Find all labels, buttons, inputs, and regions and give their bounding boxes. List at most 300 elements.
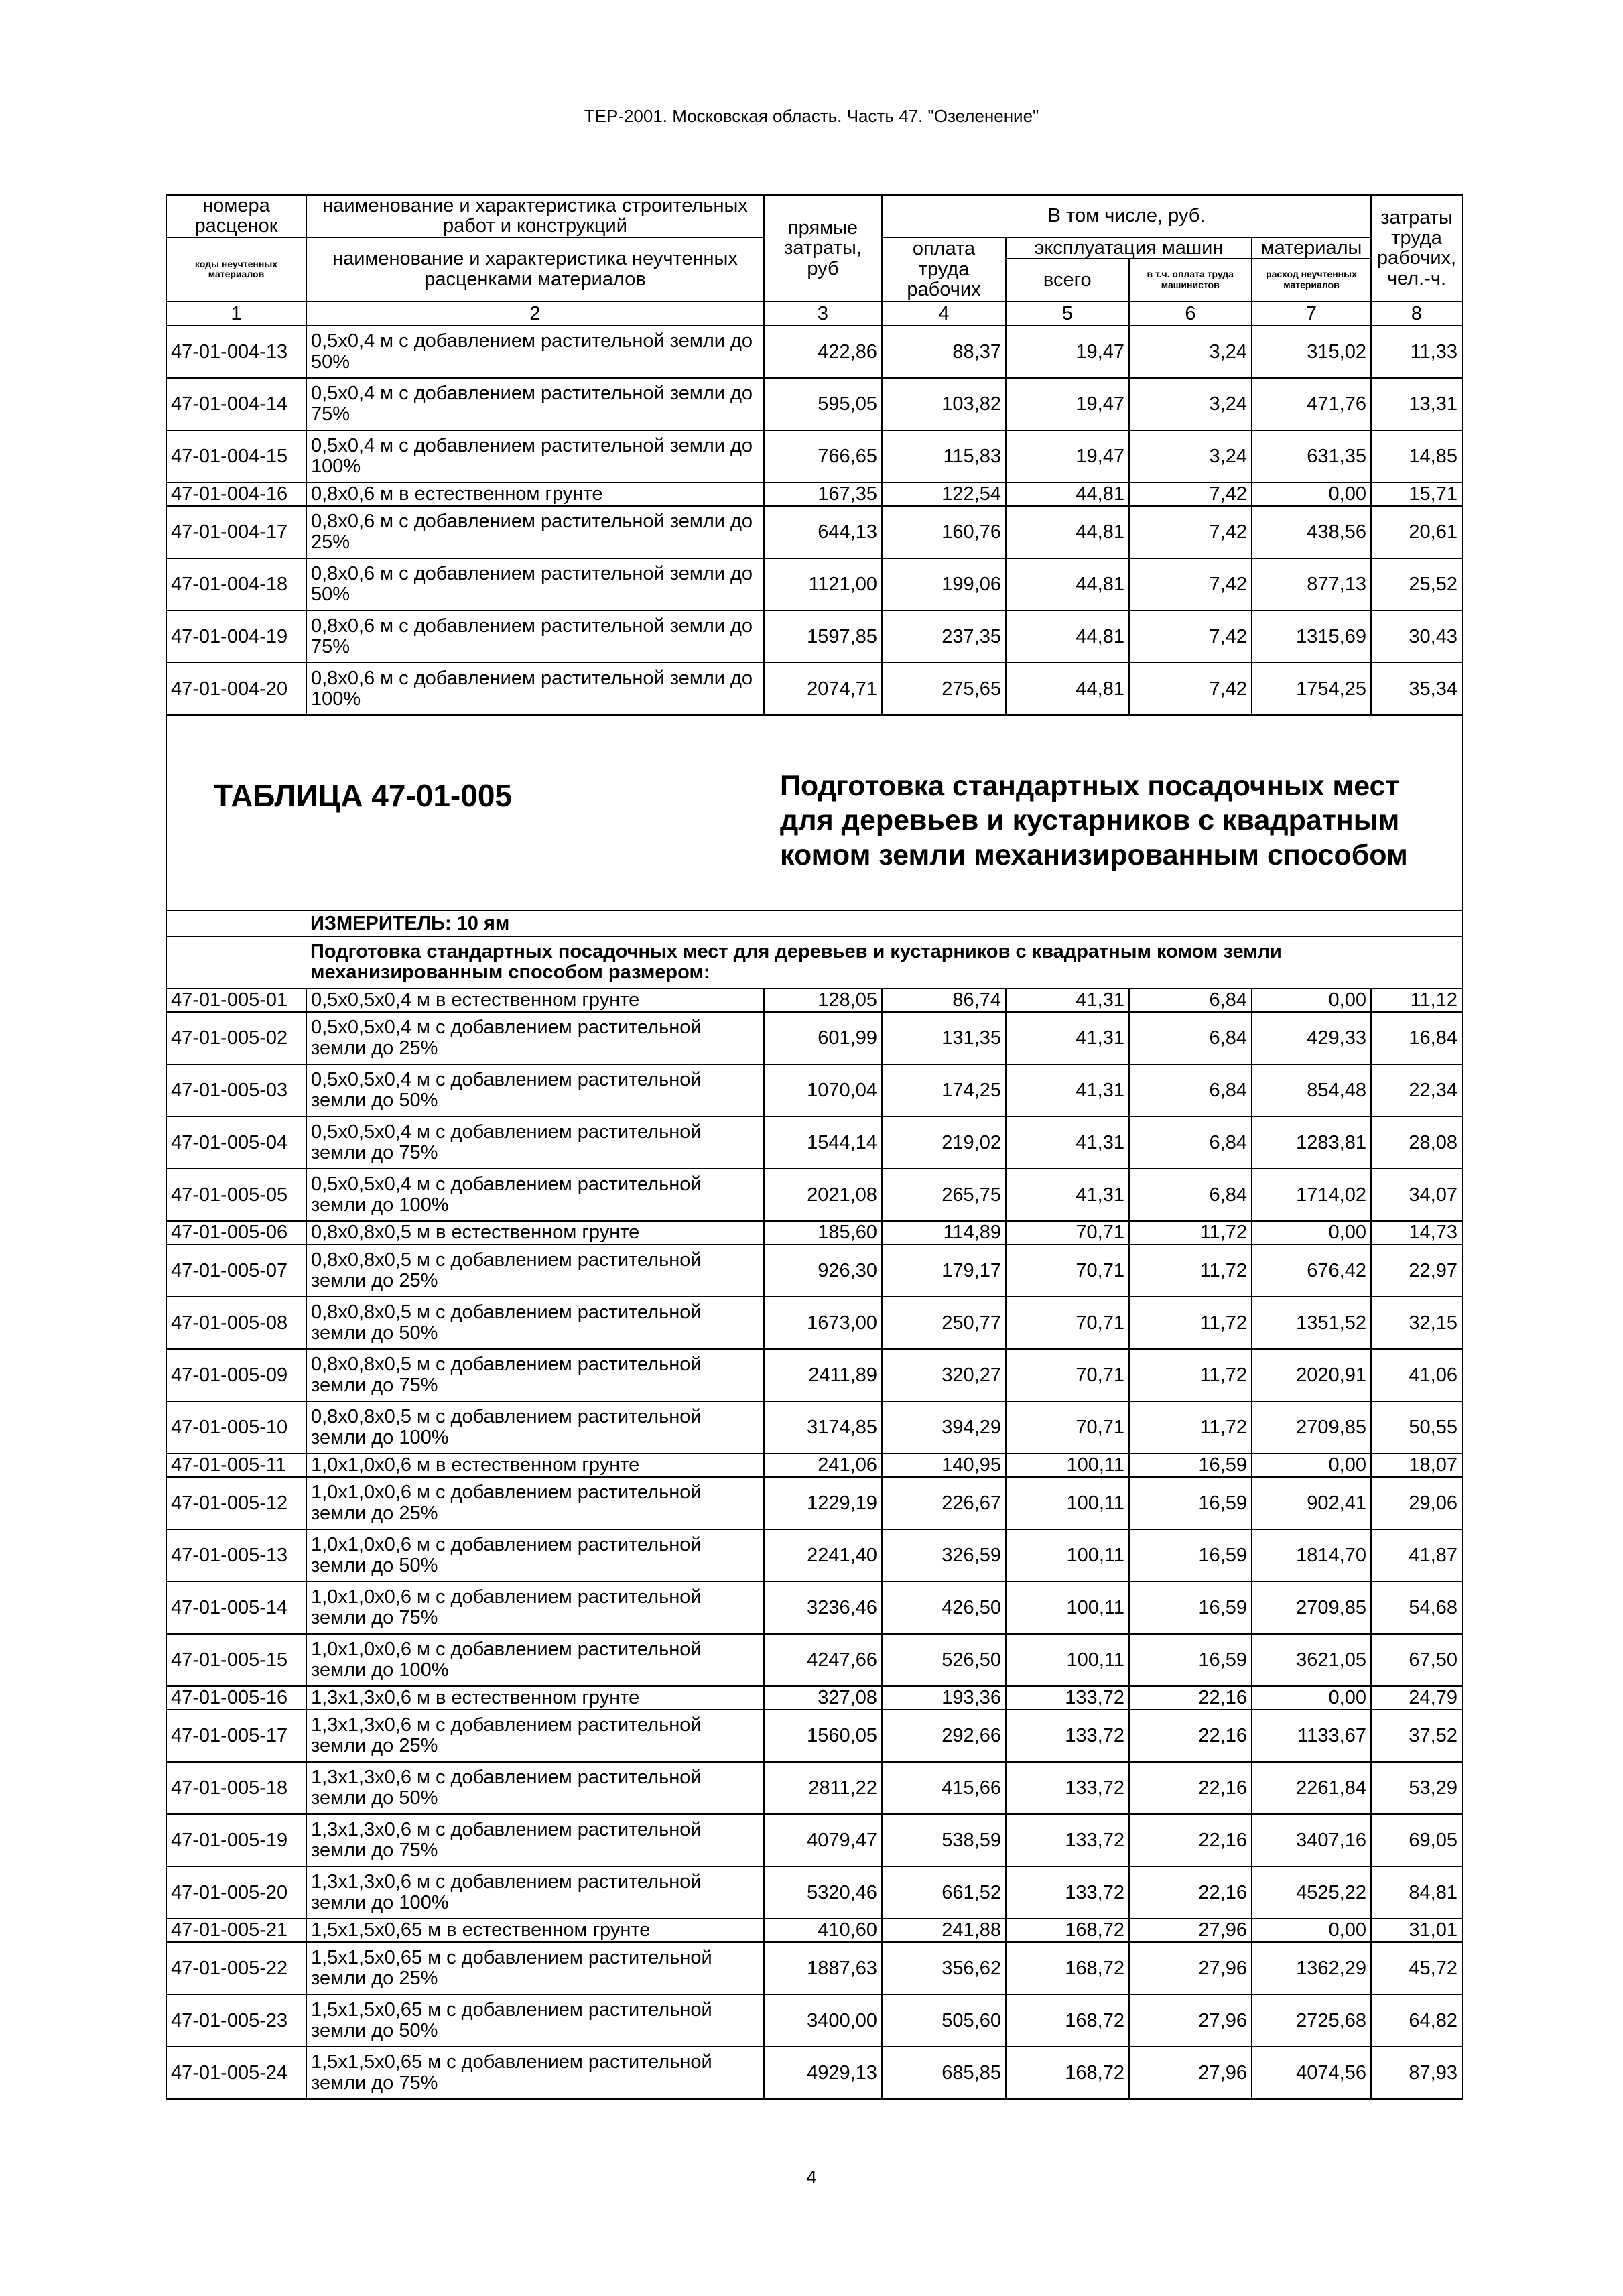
labor-hours: 22,34	[1371, 1064, 1462, 1117]
labor-cost: 114,89	[882, 1221, 1006, 1245]
header-codes	[166, 195, 306, 237]
table-row	[166, 1012, 1462, 1064]
labor-hours: 45,72	[1371, 1942, 1462, 1994]
measure-unit: ИЗМЕРИТЕЛЬ: 10 ям	[306, 911, 1462, 936]
direct-cost: 327,08	[764, 1686, 882, 1710]
page-title: ТЕР-2001. Московская область. Часть 47. "Озеленение"	[584, 106, 1039, 126]
direct-cost: 595,05	[764, 378, 882, 430]
materials-cost: 0,00	[1252, 483, 1371, 506]
direct-cost: 4079,47	[764, 1814, 882, 1866]
labor-cost: 320,27	[882, 1349, 1006, 1401]
materials-cost: 2709,85	[1252, 1582, 1371, 1634]
machine-labor-cost: 27,96	[1129, 1994, 1252, 2047]
materials-cost: 438,56	[1252, 506, 1371, 558]
table-row	[166, 1221, 1462, 1245]
work-name: 1,0х1,0х0,6 м с добавлением растительной земли до 100%	[306, 1634, 764, 1686]
machine-labor-cost: 22,16	[1129, 1762, 1252, 1814]
table-row	[166, 2047, 1462, 2099]
work-name: 0,5х0,5х0,4 м с добавлением растительной земли до 100%	[306, 1169, 764, 1221]
machine-cost: 100,11	[1006, 1634, 1129, 1686]
rate-code: 47-01-004-14	[166, 378, 306, 430]
labor-cost: 241,88	[882, 1919, 1006, 1942]
col-num: 1	[166, 302, 306, 326]
work-name: 0,8х0,6 м с добавлением растительной земли до 50%	[306, 558, 764, 611]
header-labor: оплата труда рабочих	[882, 237, 1006, 302]
work-name: 1,0х1,0х0,6 м в естественном грунте	[306, 1454, 764, 1477]
materials-cost: 2709,85	[1252, 1401, 1371, 1454]
machine-labor-cost: 6,84	[1129, 1012, 1252, 1064]
labor-cost: 140,95	[882, 1454, 1006, 1477]
labor-cost: 160,76	[882, 506, 1006, 558]
materials-cost: 676,42	[1252, 1245, 1371, 1297]
col-num: 7	[1252, 302, 1371, 326]
work-name: 1,5х1,5х0,65 м в естественном грунте	[306, 1919, 764, 1942]
work-name: 0,5х0,4 м с добавлением растительной земли до 100%	[306, 430, 764, 483]
work-name: 0,5х0,5х0,4 м в естественном грунте	[306, 988, 764, 1012]
header-codes-sub: коды неучтенных материалов	[166, 237, 306, 302]
direct-cost: 410,60	[764, 1919, 882, 1942]
machine-labor-cost: 16,59	[1129, 1582, 1252, 1634]
machine-cost: 44,81	[1006, 483, 1129, 506]
machine-cost: 19,47	[1006, 378, 1129, 430]
labor-hours: 84,81	[1371, 1866, 1462, 1919]
labor-cost: 250,77	[882, 1297, 1006, 1349]
header-machines-total: всего	[1007, 259, 1130, 301]
work-name: 0,5х0,5х0,4 м с добавлением растительной земли до 25%	[306, 1012, 764, 1064]
direct-cost: 167,35	[764, 483, 882, 506]
direct-cost: 128,05	[764, 988, 882, 1012]
rate-code: 47-01-004-19	[166, 611, 306, 663]
rate-code: 47-01-005-01	[166, 988, 306, 1012]
labor-hours: 22,97	[1371, 1245, 1462, 1297]
labor-cost: 131,35	[882, 1012, 1006, 1064]
materials-cost: 1315,69	[1252, 611, 1371, 663]
machine-cost: 41,31	[1006, 1117, 1129, 1169]
work-name: 1,0х1,0х0,6 м с добавлением растительной земли до 75%	[306, 1582, 764, 1634]
direct-cost: 5320,46	[764, 1866, 882, 1919]
materials-cost: 1283,81	[1252, 1117, 1371, 1169]
materials-cost: 877,13	[1252, 558, 1371, 611]
work-name: 0,5х0,5х0,4 м с добавлением растительной земли до 75%	[306, 1117, 764, 1169]
labor-hours: 37,52	[1371, 1710, 1462, 1762]
header-machines-labor: в т.ч. оплата труда машинистов	[1147, 269, 1234, 290]
labor-cost: 219,02	[882, 1117, 1006, 1169]
materials-cost: 0,00	[1252, 988, 1371, 1012]
machine-cost: 44,81	[1006, 506, 1129, 558]
table-row	[166, 1582, 1462, 1634]
machine-cost: 41,31	[1006, 1012, 1129, 1064]
machine-labor-cost: 7,42	[1129, 558, 1252, 611]
table-row	[166, 1529, 1462, 1582]
rate-code: 47-01-005-06	[166, 1221, 306, 1245]
machine-labor-cost: 3,24	[1129, 326, 1252, 378]
table-description: Подготовка стандартных посадочных мест для деревьев и кустарников с квадратным комом земли механизированным способом	[780, 769, 1408, 872]
materials-cost: 429,33	[1252, 1012, 1371, 1064]
machine-labor-cost: 6,84	[1129, 1169, 1252, 1221]
rate-code: 47-01-005-19	[166, 1814, 306, 1866]
machine-cost: 44,81	[1006, 558, 1129, 611]
header-codes-label: номера расценок	[194, 195, 278, 237]
rate-code: 47-01-004-18	[166, 558, 306, 611]
labor-cost: 356,62	[882, 1942, 1006, 1994]
machine-labor-cost: 11,72	[1129, 1349, 1252, 1401]
labor-cost: 661,52	[882, 1866, 1006, 1919]
machine-cost: 70,71	[1006, 1297, 1129, 1349]
header-name	[306, 195, 764, 237]
machine-labor-cost: 27,96	[1129, 2047, 1252, 2099]
direct-cost: 1673,00	[764, 1297, 882, 1349]
direct-cost: 926,30	[764, 1245, 882, 1297]
labor-hours: 30,43	[1371, 611, 1462, 663]
direct-cost: 1887,63	[764, 1942, 882, 1994]
labor-hours: 20,61	[1371, 506, 1462, 558]
header-materials-group	[1252, 237, 1371, 302]
work-name: 0,5х0,4 м с добавлением растительной земли до 50%	[306, 326, 764, 378]
direct-cost: 2241,40	[764, 1529, 882, 1582]
machine-labor-cost: 11,72	[1129, 1297, 1252, 1349]
labor-hours: 25,52	[1371, 558, 1462, 611]
col-num: 3	[764, 302, 882, 326]
work-name: 0,8х0,6 м с добавлением растительной земли до 75%	[306, 611, 764, 663]
col-num: 2	[306, 302, 764, 326]
direct-cost: 644,13	[764, 506, 882, 558]
table-row	[166, 1117, 1462, 1169]
work-name: 0,8х0,6 м в естественном грунте	[306, 483, 764, 506]
rate-code: 47-01-005-18	[166, 1762, 306, 1814]
direct-cost: 2411,89	[764, 1349, 882, 1401]
materials-cost: 0,00	[1252, 1454, 1371, 1477]
table-row	[166, 611, 1462, 663]
rate-code: 47-01-005-04	[166, 1117, 306, 1169]
rate-code: 47-01-005-21	[166, 1919, 306, 1942]
header-machines-sub	[1007, 259, 1251, 301]
rate-code: 47-01-005-09	[166, 1349, 306, 1401]
machine-labor-cost: 22,16	[1129, 1814, 1252, 1866]
labor-hours: 87,93	[1371, 2047, 1462, 2099]
direct-cost: 1070,04	[764, 1064, 882, 1117]
machine-cost: 168,72	[1006, 1942, 1129, 1994]
col-num: 6	[1129, 302, 1252, 326]
machine-labor-cost: 3,24	[1129, 378, 1252, 430]
table-row	[166, 506, 1462, 558]
labor-hours: 53,29	[1371, 1762, 1462, 1814]
work-name: 1,5х1,5х0,65 м с добавлением растительной земли до 25%	[306, 1942, 764, 1994]
table-row	[166, 430, 1462, 483]
header-materials-sub: расход неучтенных материалов	[1266, 269, 1357, 290]
rate-code: 47-01-005-15	[166, 1634, 306, 1686]
labor-hours: 69,05	[1371, 1814, 1462, 1866]
table-number: ТАБЛИЦА 47-01-005	[214, 777, 512, 813]
table-row	[166, 1686, 1462, 1710]
measure-spacer	[166, 911, 306, 936]
machine-cost: 168,72	[1006, 1994, 1129, 2047]
machine-labor-cost: 3,24	[1129, 430, 1252, 483]
materials-cost: 1351,52	[1252, 1297, 1371, 1349]
materials-cost: 631,35	[1252, 430, 1371, 483]
machine-cost: 100,11	[1006, 1529, 1129, 1582]
labor-cost: 426,50	[882, 1582, 1006, 1634]
col-num: 5	[1006, 302, 1129, 326]
labor-cost: 103,82	[882, 378, 1006, 430]
direct-cost: 1229,19	[764, 1477, 882, 1529]
materials-cost: 2020,91	[1252, 1349, 1371, 1401]
materials-cost: 2725,68	[1252, 1994, 1371, 2047]
materials-cost: 1714,02	[1252, 1169, 1371, 1221]
labor-cost: 174,25	[882, 1064, 1006, 1117]
rates-table	[166, 194, 1463, 2100]
machine-labor-cost: 7,42	[1129, 506, 1252, 558]
section-banner	[166, 715, 1462, 911]
materials-cost: 3407,16	[1252, 1814, 1371, 1866]
table-row	[166, 1814, 1462, 1866]
table-row	[166, 1477, 1462, 1529]
rate-code: 47-01-005-24	[166, 2047, 306, 2099]
labor-cost: 292,66	[882, 1710, 1006, 1762]
machine-labor-cost: 11,72	[1129, 1221, 1252, 1245]
table-row	[166, 1064, 1462, 1117]
header-workhours: затраты труда рабочих, чел.-ч.	[1371, 195, 1462, 302]
labor-hours: 15,71	[1371, 483, 1462, 506]
machine-cost: 100,11	[1006, 1454, 1129, 1477]
direct-cost: 4929,13	[764, 2047, 882, 2099]
materials-cost: 0,00	[1252, 1686, 1371, 1710]
page-number: 4	[806, 2167, 817, 2187]
machine-cost: 133,72	[1006, 1686, 1129, 1710]
section-table-005	[166, 715, 1462, 988]
header-name-label: наименование и характеристика строительных работ и конструкций	[322, 195, 748, 237]
rows-table-005	[166, 988, 1462, 2099]
materials-cost: 1133,67	[1252, 1710, 1371, 1762]
table-row	[166, 1297, 1462, 1349]
table-header	[166, 195, 1462, 326]
table-row	[166, 1762, 1462, 1814]
labor-hours: 64,82	[1371, 1994, 1462, 2047]
rate-code: 47-01-004-13	[166, 326, 306, 378]
direct-cost: 422,86	[764, 326, 882, 378]
labor-cost: 275,65	[882, 663, 1006, 715]
direct-cost: 2811,22	[764, 1762, 882, 1814]
rate-code: 47-01-004-16	[166, 483, 306, 506]
table-row	[166, 1866, 1462, 1919]
direct-cost: 3400,00	[764, 1994, 882, 2047]
rate-code: 47-01-004-15	[166, 430, 306, 483]
table-row	[166, 1349, 1462, 1401]
materials-cost: 2261,84	[1252, 1762, 1371, 1814]
labor-hours: 13,31	[1371, 378, 1462, 430]
machine-cost: 70,71	[1006, 1245, 1129, 1297]
machine-labor-cost: 22,16	[1129, 1686, 1252, 1710]
labor-hours: 14,73	[1371, 1221, 1462, 1245]
materials-cost: 902,41	[1252, 1477, 1371, 1529]
direct-cost: 601,99	[764, 1012, 882, 1064]
work-name: 0,5х0,4 м с добавлением растительной земли до 75%	[306, 378, 764, 430]
rate-code: 47-01-005-22	[166, 1942, 306, 1994]
work-name: 1,0х1,0х0,6 м с добавлением растительной земли до 25%	[306, 1477, 764, 1529]
materials-cost: 315,02	[1252, 326, 1371, 378]
direct-cost: 766,65	[764, 430, 882, 483]
direct-cost: 1544,14	[764, 1117, 882, 1169]
labor-cost: 179,17	[882, 1245, 1006, 1297]
rate-code: 47-01-005-10	[166, 1401, 306, 1454]
table-row	[166, 1634, 1462, 1686]
header-machines-group	[1006, 237, 1252, 302]
labor-cost: 122,54	[882, 483, 1006, 506]
machine-labor-cost: 16,59	[1129, 1477, 1252, 1529]
subheading-spacer	[166, 936, 306, 988]
labor-cost: 237,35	[882, 611, 1006, 663]
work-name: 0,5х0,5х0,4 м с добавлением растительной земли до 50%	[306, 1064, 764, 1117]
work-name: 0,8х0,8х0,5 м в естественном грунте	[306, 1221, 764, 1245]
labor-cost: 326,59	[882, 1529, 1006, 1582]
table-row	[166, 1994, 1462, 2047]
labor-hours: 54,68	[1371, 1582, 1462, 1634]
machine-cost: 70,71	[1006, 1221, 1129, 1245]
machine-labor-cost: 16,59	[1129, 1454, 1252, 1477]
materials-cost: 1754,25	[1252, 663, 1371, 715]
table-row	[166, 663, 1462, 715]
machine-cost: 100,11	[1006, 1582, 1129, 1634]
machine-labor-cost: 11,72	[1129, 1401, 1252, 1454]
machine-labor-cost: 6,84	[1129, 1117, 1252, 1169]
labor-cost: 86,74	[882, 988, 1006, 1012]
col-num: 8	[1371, 302, 1462, 326]
direct-cost: 241,06	[764, 1454, 882, 1477]
direct-cost: 3236,46	[764, 1582, 882, 1634]
section-subheading: Подготовка стандартных посадочных мест для деревьев и кустарников с квадратным комом земли механизированным способом размером:	[306, 936, 1462, 988]
machine-cost: 44,81	[1006, 663, 1129, 715]
machine-labor-cost: 7,42	[1129, 611, 1252, 663]
header-materials: материалы	[1252, 238, 1370, 259]
labor-cost: 538,59	[882, 1814, 1006, 1866]
machine-cost: 41,31	[1006, 1169, 1129, 1221]
labor-cost: 115,83	[882, 430, 1006, 483]
labor-hours: 41,06	[1371, 1349, 1462, 1401]
labor-cost: 265,75	[882, 1169, 1006, 1221]
machine-cost: 168,72	[1006, 2047, 1129, 2099]
labor-hours: 29,06	[1371, 1477, 1462, 1529]
header-direct: прямые затраты, руб	[764, 195, 882, 302]
machine-cost: 168,72	[1006, 1919, 1129, 1942]
labor-cost: 505,60	[882, 1994, 1006, 2047]
work-name: 0,8х0,8х0,5 м с добавлением растительной земли до 75%	[306, 1349, 764, 1401]
direct-cost: 2074,71	[764, 663, 882, 715]
rate-code: 47-01-005-07	[166, 1245, 306, 1297]
machine-labor-cost: 7,42	[1129, 483, 1252, 506]
materials-cost: 3621,05	[1252, 1634, 1371, 1686]
column-numbers	[166, 302, 1462, 326]
labor-hours: 50,55	[1371, 1401, 1462, 1454]
materials-cost: 471,76	[1252, 378, 1371, 430]
table-row	[166, 1710, 1462, 1762]
work-name: 1,3х1,3х0,6 м с добавлением растительной земли до 75%	[306, 1814, 764, 1866]
machine-labor-cost: 16,59	[1129, 1634, 1252, 1686]
col-num: 4	[882, 302, 1006, 326]
materials-cost: 0,00	[1252, 1919, 1371, 1942]
rate-code: 47-01-005-11	[166, 1454, 306, 1477]
labor-hours: 32,15	[1371, 1297, 1462, 1349]
machine-labor-cost: 7,42	[1129, 663, 1252, 715]
machine-cost: 70,71	[1006, 1401, 1129, 1454]
rate-code: 47-01-005-08	[166, 1297, 306, 1349]
machine-cost: 133,72	[1006, 1814, 1129, 1866]
rate-code: 47-01-005-12	[166, 1477, 306, 1529]
labor-cost: 199,06	[882, 558, 1006, 611]
machine-cost: 19,47	[1006, 430, 1129, 483]
rate-code: 47-01-005-02	[166, 1012, 306, 1064]
labor-hours: 18,07	[1371, 1454, 1462, 1477]
machine-labor-cost: 22,16	[1129, 1710, 1252, 1762]
rate-code: 47-01-005-16	[166, 1686, 306, 1710]
direct-cost: 2021,08	[764, 1169, 882, 1221]
labor-hours: 67,50	[1371, 1634, 1462, 1686]
rate-code: 47-01-005-13	[166, 1529, 306, 1582]
labor-cost: 193,36	[882, 1686, 1006, 1710]
work-name: 1,5х1,5х0,65 м с добавлением растительной земли до 75%	[306, 2047, 764, 2099]
labor-cost: 685,85	[882, 2047, 1006, 2099]
machine-labor-cost: 27,96	[1129, 1919, 1252, 1942]
rate-code: 47-01-005-23	[166, 1994, 306, 2047]
machine-cost: 44,81	[1006, 611, 1129, 663]
rate-code: 47-01-005-17	[166, 1710, 306, 1762]
labor-cost: 415,66	[882, 1762, 1006, 1814]
labor-hours: 14,85	[1371, 430, 1462, 483]
labor-cost: 226,67	[882, 1477, 1006, 1529]
rate-code: 47-01-005-03	[166, 1064, 306, 1117]
labor-hours: 11,12	[1371, 988, 1462, 1012]
work-name: 0,8х0,6 м с добавлением растительной земли до 25%	[306, 506, 764, 558]
machine-cost: 41,31	[1006, 988, 1129, 1012]
table-row	[166, 1245, 1462, 1297]
rate-code: 47-01-004-20	[166, 663, 306, 715]
materials-cost: 1362,29	[1252, 1942, 1371, 1994]
work-name: 0,8х0,8х0,5 м с добавлением растительной земли до 100%	[306, 1401, 764, 1454]
direct-cost: 1121,00	[764, 558, 882, 611]
labor-hours: 41,87	[1371, 1529, 1462, 1582]
labor-hours: 34,07	[1371, 1169, 1462, 1221]
materials-cost: 854,48	[1252, 1064, 1371, 1117]
direct-cost: 185,60	[764, 1221, 882, 1245]
work-name: 1,3х1,3х0,6 м с добавлением растительной земли до 50%	[306, 1762, 764, 1814]
rate-code: 47-01-005-14	[166, 1582, 306, 1634]
labor-cost: 394,29	[882, 1401, 1006, 1454]
labor-cost: 88,37	[882, 326, 1006, 378]
table-row	[166, 558, 1462, 611]
machine-labor-cost: 27,96	[1129, 1942, 1252, 1994]
table-row	[166, 1919, 1462, 1942]
machine-cost: 100,11	[1006, 1477, 1129, 1529]
materials-cost: 0,00	[1252, 1221, 1371, 1245]
header-name-sub: наименование и характеристика неучтенных расценками материалов	[306, 237, 764, 302]
table-row	[166, 1942, 1462, 1994]
machine-cost: 41,31	[1006, 1064, 1129, 1117]
work-name: 0,8х0,8х0,5 м с добавлением растительной земли до 50%	[306, 1297, 764, 1349]
labor-hours: 28,08	[1371, 1117, 1462, 1169]
labor-hours: 31,01	[1371, 1919, 1462, 1942]
table-row	[166, 378, 1462, 430]
work-name: 0,8х0,6 м с добавлением растительной земли до 100%	[306, 663, 764, 715]
machine-labor-cost: 22,16	[1129, 1866, 1252, 1919]
table-row	[166, 1454, 1462, 1477]
machine-labor-cost: 6,84	[1129, 1064, 1252, 1117]
materials-cost: 1814,70	[1252, 1529, 1371, 1582]
labor-hours: 11,33	[1371, 326, 1462, 378]
table-row	[166, 326, 1462, 378]
work-name: 0,8х0,8х0,5 м с добавлением растительной земли до 25%	[306, 1245, 764, 1297]
header-incl: В том числе, руб.	[882, 195, 1371, 237]
rate-code: 47-01-005-20	[166, 1866, 306, 1919]
labor-cost: 526,50	[882, 1634, 1006, 1686]
table-row	[166, 1169, 1462, 1221]
